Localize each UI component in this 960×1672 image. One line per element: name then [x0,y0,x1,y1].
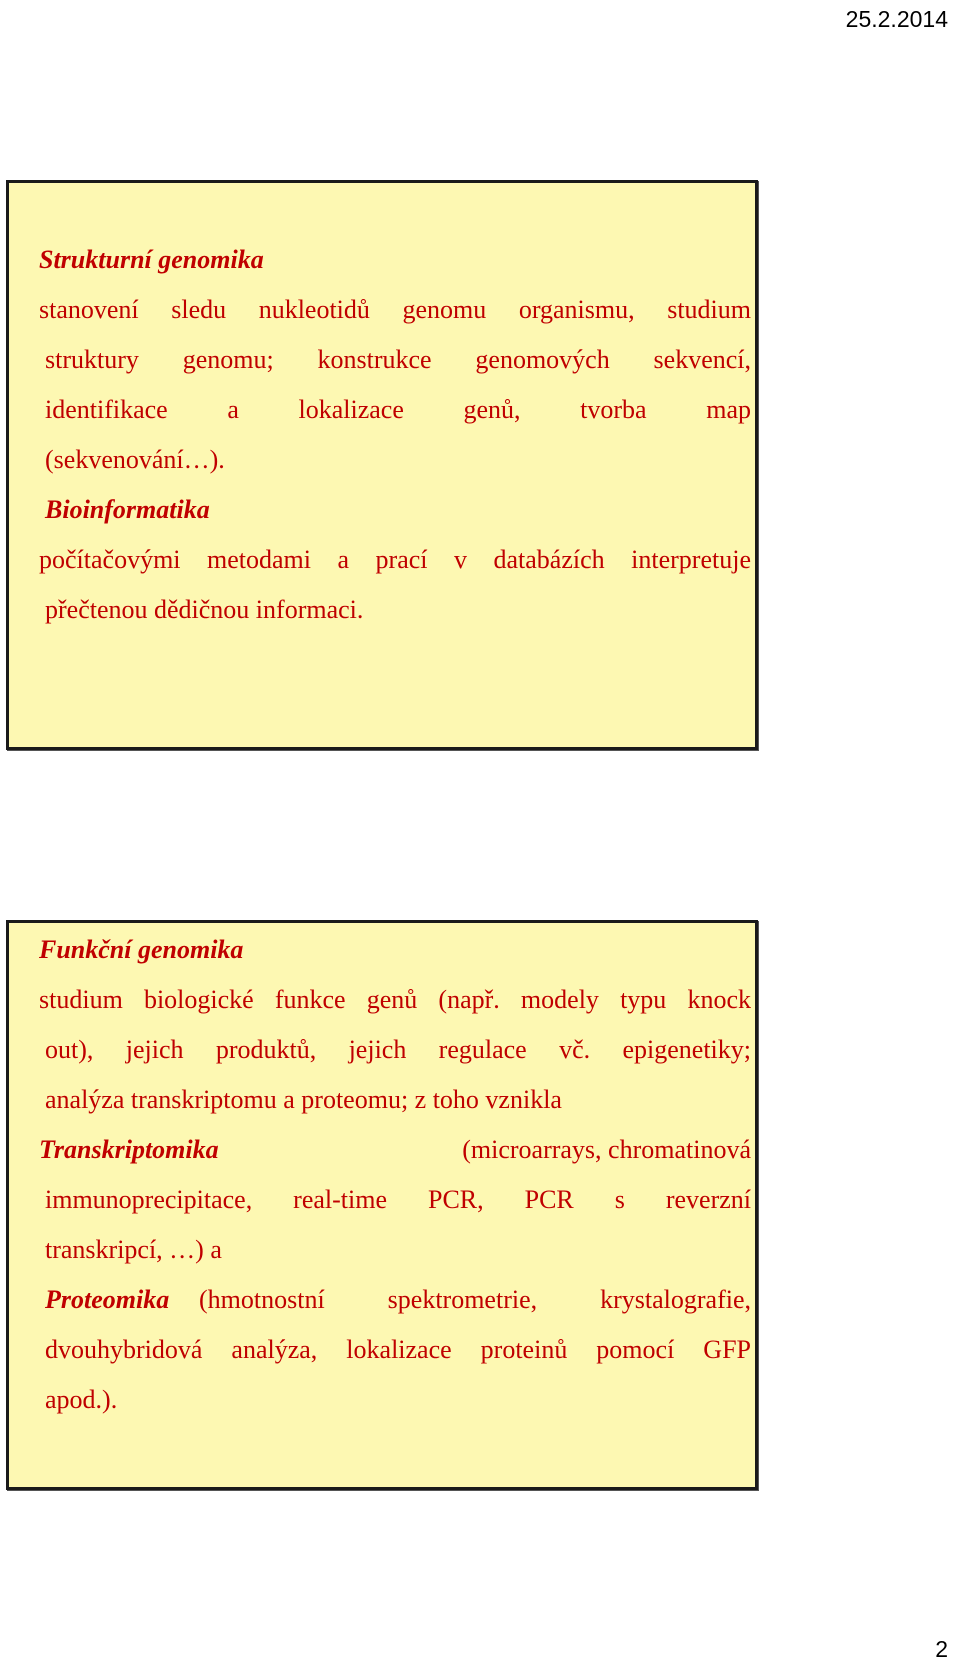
proteomics-text: (hmotnostní spektrometrie, krystalografie, [199,1285,751,1314]
transcriptomics-heading: Transkriptomika [39,1135,219,1164]
functional-genomics-text-line: studium biologické funkce genů (např. modely typu knock [39,985,751,1014]
transcriptomics-text-line: transkripcí, …) a [45,1235,222,1264]
transcriptomics-text: (microarrays, chromatinová [462,1135,751,1164]
bioinformatics-heading: Bioinformatika [45,495,210,524]
structural-genomics-text-line: struktury genomu; konstrukce genomových sekvencí, [45,345,751,374]
bioinformatics-text-line: přečtenou dědičnou informaci. [45,595,364,624]
functional-genomics-text-line: analýza transkriptomu a proteomu; z toho vznikla [45,1085,562,1114]
slide-date: 25.2.2014 [845,6,948,32]
functional-genomics-text-line: out), jejich produktů, jejich regulace vč. epigenetiky; [45,1035,751,1064]
functional-genomics-heading: Funkční genomika [39,935,244,964]
functional-genomics-box [6,920,758,1490]
bioinformatics-text-line: počítačovými metodami a prací v databázích interpretuje [39,545,751,574]
transcriptomics-text-line: immunoprecipitace, real-time PCR, PCR s reverzní [45,1185,751,1214]
structural-genomics-heading: Strukturní genomika [39,245,264,274]
structural-genomics-box [6,180,758,750]
proteomics-line [45,1273,751,1326]
transcriptomics-line [39,1123,751,1176]
structural-genomics-text-line: (sekvenování…). [45,445,225,474]
structural-genomics-text-line: stanovení sledu nukleotidů genomu organismu, studium [39,295,751,324]
page-number: 2 [935,1636,948,1662]
proteomics-text-line: dvouhybridová analýza, lokalizace proteinů pomocí GFP [45,1335,751,1364]
proteomics-heading: Proteomika [45,1285,170,1314]
proteomics-text-line: apod.). [45,1385,118,1414]
structural-genomics-text-line: identifikace a lokalizace genů, tvorba map [45,395,751,424]
